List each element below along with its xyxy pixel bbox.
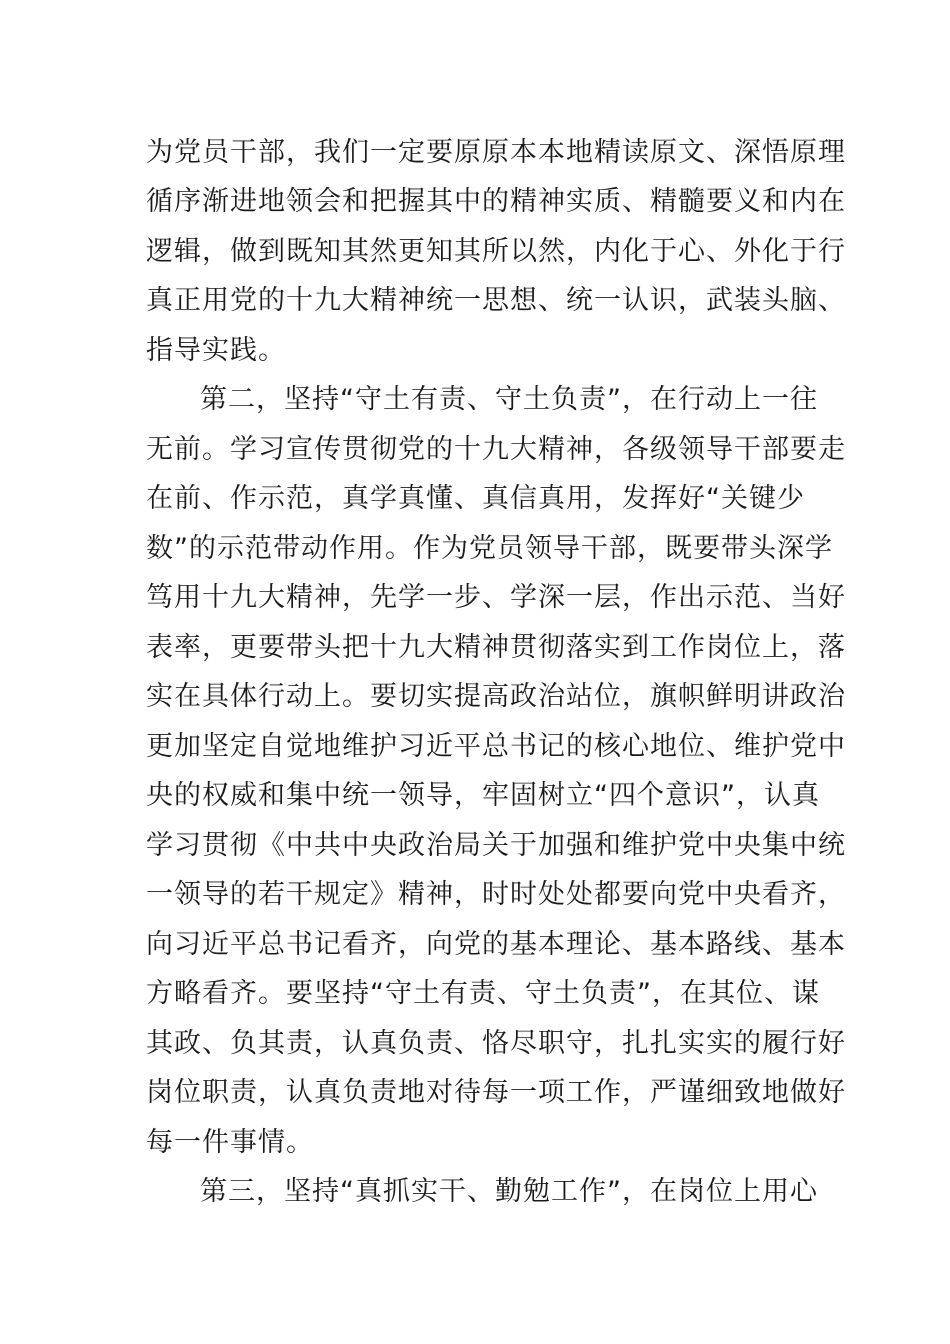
text-line: 每一件事情。: [146, 1127, 314, 1158]
text-line: 数”的示范带动作用。作为党员领导干部，既要带头深学: [146, 533, 833, 564]
text-line: 无前。学习宣传贯彻党的十九大精神，各级领导干部要走: [146, 434, 846, 465]
text-line: 方略看齐。要坚持“守土有责、守土负责”，在其位、谋: [146, 978, 820, 1009]
text-line: 央的权威和集中统一领导，牢固树立“四个意识”，认真: [146, 780, 820, 811]
text-line: 笃用十九大精神，先学一步、学深一层，作出示范、当好: [146, 582, 846, 613]
text-line: 循序渐进地领会和把握其中的精神实质、精髓要义和内在: [146, 186, 846, 217]
text-line: 指导实践。: [146, 335, 286, 366]
text-line: 更加坚定自觉地维护习近平总书记的核心地位、维护党中: [146, 731, 846, 762]
text-line: 逻辑，做到既知其然更知其所以然，内化于心、外化于行: [146, 236, 846, 267]
text-line: 在前、作示范，真学真懂、真信真用，发挥好“关键少: [146, 483, 805, 514]
text-line: 学习贯彻《中共中央政治局关于加强和维护党中央集中统: [146, 830, 846, 861]
paragraph-start-line: 第二，坚持“守土有责、守土负责”，在行动上一往: [200, 384, 818, 415]
paragraph-start-line: 第三，坚持“真抓实干、勤勉工作”，在岗位上用心: [200, 1176, 818, 1207]
text-line: 为党员干部，我们一定要原原本本地精读原文、深悟原理: [146, 137, 846, 168]
text-line: 实在具体行动上。要切实提高政治站位，旗帜鲜明讲政治: [146, 681, 846, 712]
text-line: 向习近平总书记看齐，向党的基本理论、基本路线、基本: [146, 929, 846, 960]
text-line: 真正用党的十九大精神统一思想、统一认识，武装头脑、: [146, 285, 846, 316]
text-line: 其政、负其责，认真负责、恪尽职守，扎扎实实的履行好: [146, 1028, 846, 1059]
text-line: 一领导的若干规定》精神，时时处处都要向党中央看齐，: [146, 879, 846, 910]
text-line: 表率，更要带头把十九大精神贯彻落实到工作岗位上，落: [146, 632, 846, 663]
text-line: 岗位职责，认真负责地对待每一项工作，严谨细致地做好: [146, 1077, 846, 1108]
